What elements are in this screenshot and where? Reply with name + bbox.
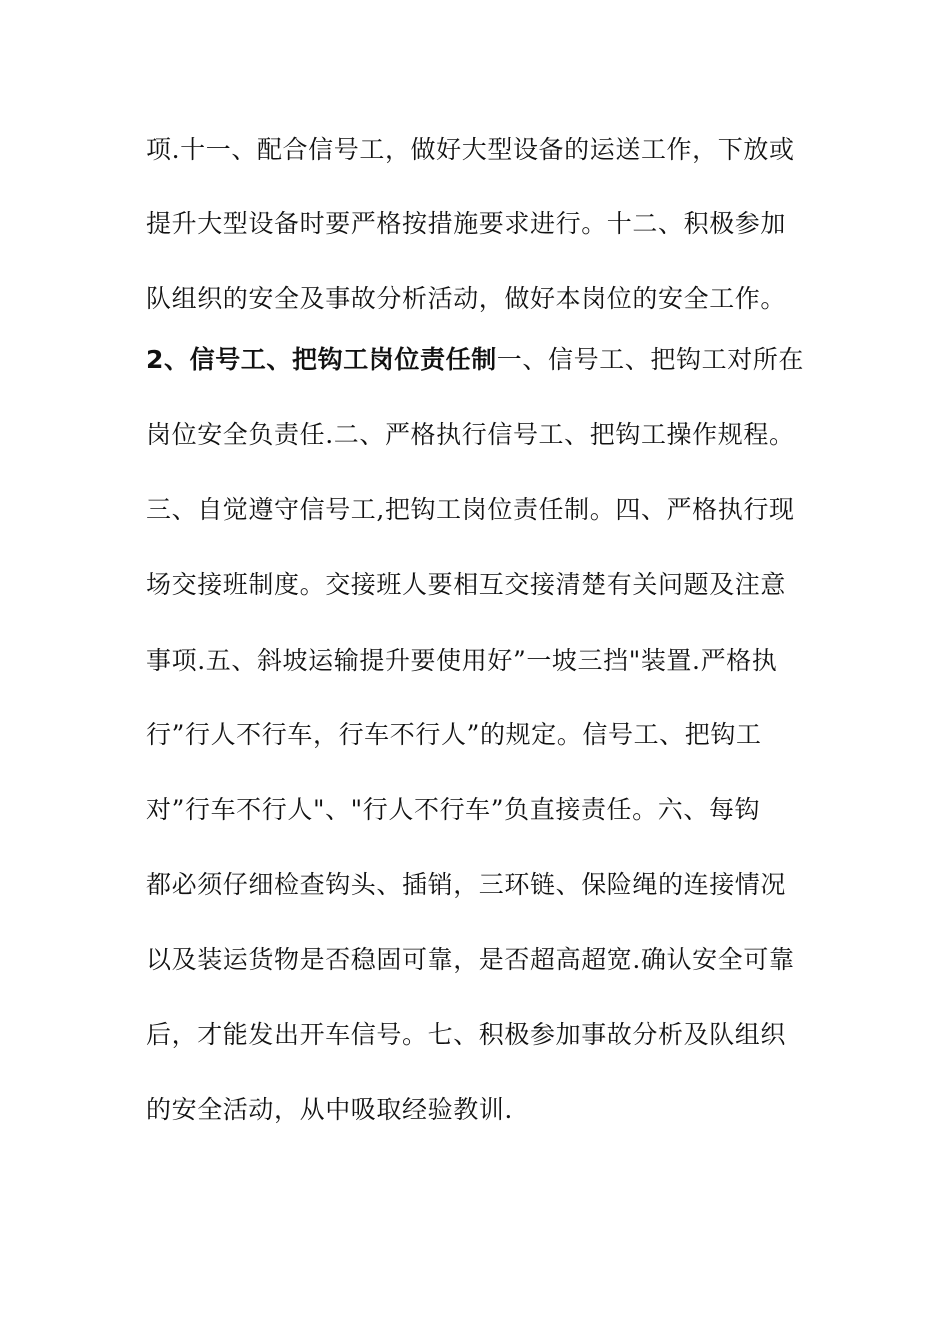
- text-line: 三、自觉遵守信号工,把钩工岗位责任制。四、严格执行现: [146, 495, 795, 524]
- text-line-with-heading: [146, 343, 826, 377]
- text-line: 事项.五、斜坡运输提升要使用好”一坡三挡"装置.严格执: [146, 646, 778, 675]
- section-heading: 2、信号工、把钩工岗位责任制: [146, 345, 497, 374]
- text-line-remainder: 一、信号工、把钩工对所在: [496, 345, 804, 374]
- text-line: 队组织的安全及事故分析活动，做好本岗位的安全工作。: [146, 284, 787, 313]
- text-line: 都必须仔细检查钩头、插销，三环链、保险绳的连接情况: [146, 870, 787, 899]
- text-line: 岗位安全负责任.二、严格执行信号工、把钩工操作规程。: [146, 420, 795, 449]
- text-line: 对”行车不行人"、"行人不行车”负直接责任。六、每钩: [146, 795, 761, 824]
- text-line: 后，才能发出开车信号。七、积极参加事故分析及队组织: [146, 1020, 787, 1049]
- text-line: 行”行人不行车，行车不行人”的规定。信号工、把钩工: [146, 720, 762, 749]
- text-line: 项.十一、配合信号工，做好大型设备的运送工作，下放或: [146, 135, 795, 164]
- text-line: 场交接班制度。交接班人要相互交接清楚有关问题及注意: [146, 570, 787, 599]
- text-line: 以及装运货物是否稳固可靠，是否超高超宽.确认安全可靠: [146, 945, 795, 974]
- text-line: 提升大型设备时要严格按措施要求进行。十二、积极参加: [146, 209, 787, 238]
- text-line: 的安全活动，从中吸取经验教训.: [146, 1095, 513, 1124]
